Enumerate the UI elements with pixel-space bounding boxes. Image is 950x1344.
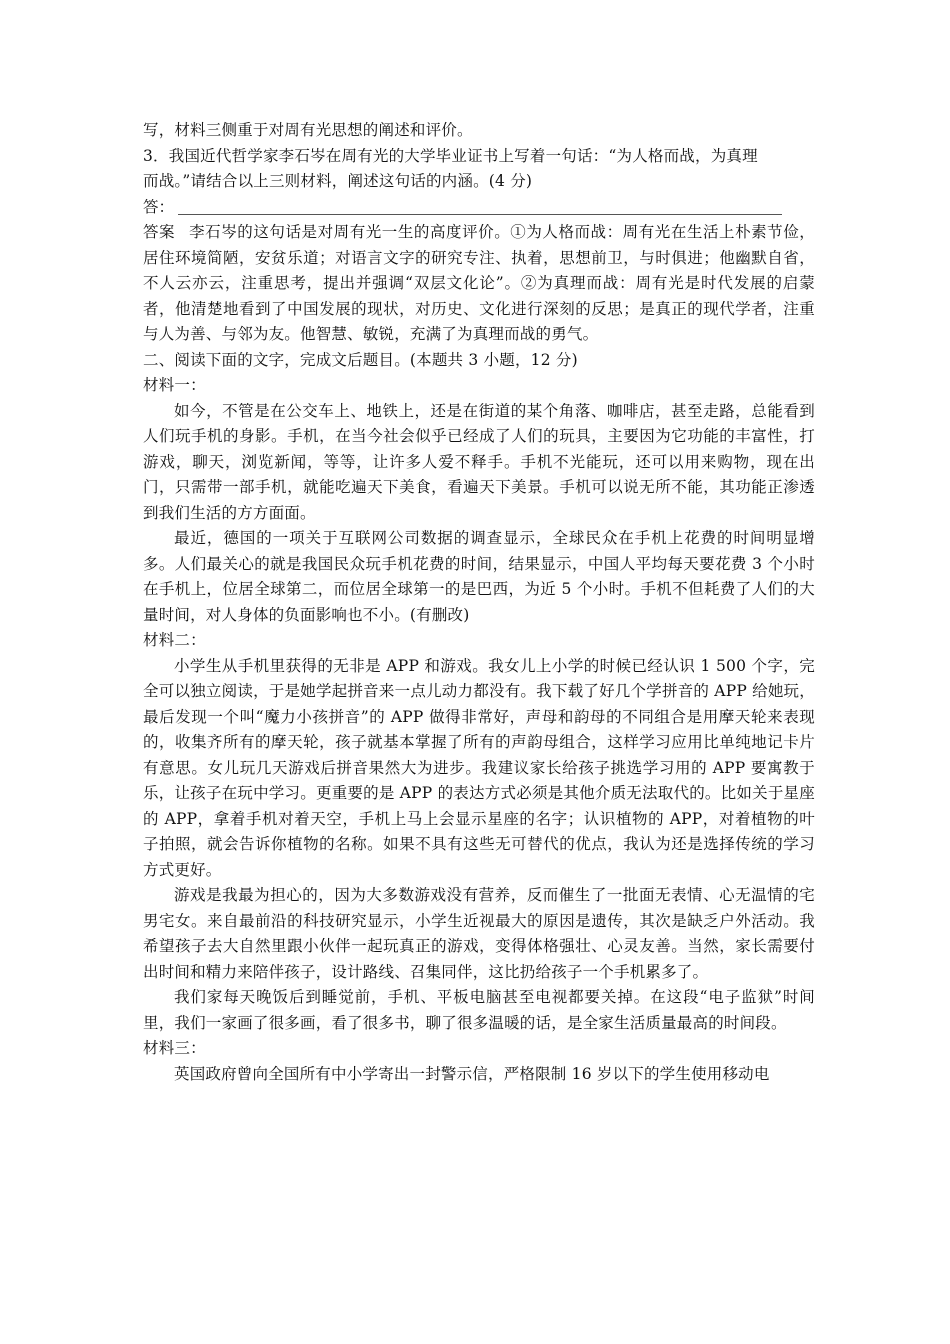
answer-key-label: 答案	[143, 223, 176, 241]
material-2-title: 材料二：	[143, 631, 206, 649]
answer-blank-line	[178, 199, 782, 215]
answer-text: 李石岑的这句话是对周有光一生的高度评价。①为人格而战：周有光在生活上朴素节俭，居住环境简陋，安贫乐道；对语言文字的研究专注、执着，思想前卫，与时俱进；他幽默自省，不人云亦云，注重思考，提出并强调“双层文化论”。②为真理而战：周有光是时代发展的启蒙者，他清楚地看到了中国发展的现状，对历史、文化进行深刻的反思；是真正的现代学者，注重与人为善、与邻为友。他智慧、敏锐，充满了为真理而战的勇气。	[143, 223, 815, 343]
document-page	[143, 118, 815, 1087]
material-2-paragraph-3: 我们家每天晚饭后到睡觉前，手机、平板电脑甚至电视都要关掉。在这段“电子监狱”时间里，我们一家画了很多画，看了很多书，聊了很多温暖的话，是全家生活质量最高的时间段。	[143, 988, 815, 1032]
lead-line: 写，材料三侧重于对周有光思想的阐述和评价。	[143, 121, 473, 139]
material-3-paragraph-1: 英国政府曾向全国所有中小学寄出一封警示信，严格限制 16 岁以下的学生使用移动电	[174, 1064, 770, 1083]
material-1-paragraph-1: 如今，不管是在公交车上、地铁上，还是在街道的某个角落、咖啡店，甚至走路，总能看到人们玩手机的身影。手机，在当今社会似乎已经成了人们的玩具，主要因为它功能的丰富性，打游戏，聊天，浏览新闻，等等，让许多人爱不释手。手机不光能玩，还可以用来购物，现在出门，只需带一部手机，就能吃遍天下美食，看遍天下美景。手机可以说无所不能，其功能正渗透到我们生活的方方面面。	[143, 401, 815, 522]
answer-row	[143, 195, 815, 221]
material-2-paragraph-1: 小学生从手机里获得的无非是 APP 和游戏。我女儿上小学的时候已经认识 1 500 个字，完全可以独立阅读，于是她学起拼音来一点儿动力都没有。我下载了好几个学拼音的 APP 给她玩，最后发现一个叫“魔力小孩拼音”的 APP 做得非常好，声母和韵母的不同组合是用摩天轮来表现的，收集齐所有的摩天轮，孩子就基本掌握了所有的声韵母组合，这样学习应用比单纯地记卡片有意思。女儿玩几天游戏后拼音果然大为进步。我建议家长给孩子挑选学习用的 APP 要寓教于乐，让孩子在玩中学习。更重要的是 APP 的表达方式必须是其他介质无法取代的。比如关于星座的 APP，拿着手机对着天空，手机上马上会显示星座的名字；认识植物的 APP，对着植物的叶子拍照，就会告诉你植物的名称。如果不具有这些无可替代的优点，我认为还是选择传统的学习方式更好。	[143, 656, 815, 879]
section-2-heading: 二、阅读下面的文字，完成文后题目。(本题共 3 小题，12 分)	[143, 350, 578, 369]
material-2-paragraph-2: 游戏是我最为担心的，因为大多数游戏没有营养，反而催生了一批面无表情、心无温情的宅男宅女。来自最前沿的科技研究显示，小学生近视最大的原因是遗传，其次是缺乏户外活动。我希望孩子去大自然里跟小伙伴一起玩真正的游戏，变得体格强壮、心灵友善。当然，家长需要付出时间和精力来陪伴孩子，设计路线、召集同伴，这比扔给孩子一个手机累多了。	[143, 886, 815, 981]
material-1-title: 材料一：	[143, 376, 206, 394]
question-3	[143, 144, 815, 221]
answer-prompt: 答：	[143, 197, 175, 216]
material-1-paragraph-2: 最近，德国的一项关于互联网公司数据的调查显示，全球民众在手机上花费的时间明显增多。人们最关心的就是我国民众玩手机花费的时间，结果显示，中国人平均每天要花费 3 个小时在手机上，位居全球第二，而位居全球第一的是巴西，为近 5 个小时。手机不但耗费了人们的大量时间，对人身体的负面影响也不小。(有删改)	[143, 529, 815, 624]
material-3-title: 材料三：	[143, 1039, 206, 1057]
question-3-line-1: 3．我国近代哲学家李石岑在周有光的大学毕业证书上写着一句话：“为人格而战，为真理	[143, 146, 758, 165]
answer-paragraph	[143, 220, 815, 348]
question-3-line-2: 而战。”请结合以上三则材料，阐述这句话的内涵。(4 分)	[143, 172, 533, 190]
